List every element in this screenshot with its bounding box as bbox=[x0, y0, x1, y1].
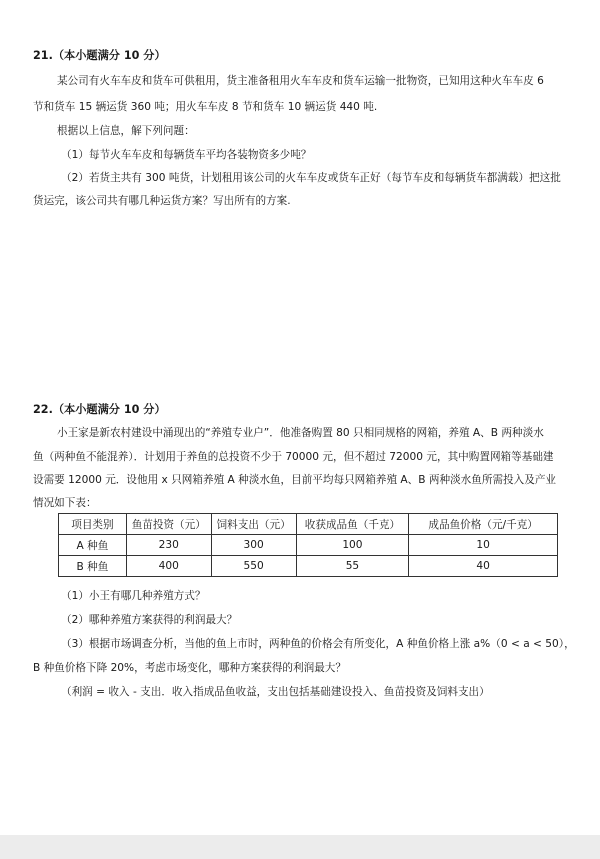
q21-subquestion-2-cont: 货运完，该公司共有哪几种运货方案？写出所有的方案. bbox=[33, 195, 291, 207]
q22-paragraph-1-cont-2: 设需要 12000 元．设他用 x 只网箱养殖 A 种淡水鱼，目前平均每只网箱养殖 A、B 两种淡水鱼所需投入及产业 bbox=[33, 474, 557, 486]
bottom-bar bbox=[0, 835, 600, 859]
table-cell: 55 bbox=[296, 556, 409, 577]
table-cell: 10 bbox=[409, 535, 558, 556]
table-cell: A 种鱼 bbox=[59, 535, 127, 556]
q22-subquestion-2: （2）哪种养殖方案获得的利润最大？ bbox=[61, 614, 238, 626]
q22-subquestion-3: （3）根据市场调查分析，当他的鱼上市时，两种鱼的价格会有所变化，A 种鱼价格上涨 a%（0 < a < 50）， bbox=[61, 638, 575, 650]
q22-subquestion-3-cont: B 种鱼价格下降 20%，考虑市场变化，哪种方案获得的利润最大？ bbox=[33, 662, 346, 674]
table-header-row bbox=[59, 514, 558, 535]
table-row bbox=[59, 535, 558, 556]
table-cell: B 种鱼 bbox=[59, 556, 127, 577]
q22-profit-note: （利润 = 收入 - 支出．收入指成品鱼收益，支出包括基础建设投入、鱼苗投资及饲料支出） bbox=[61, 686, 490, 698]
q21-paragraph-1: 某公司有火车车皮和货车可供租用，货主准备租用火车车皮和货车运输一批物资，已知用这种火车车皮 6 bbox=[57, 75, 544, 87]
q22-paragraph-1-cont-3: 情况如下表： bbox=[33, 497, 97, 509]
q22-paragraph-1-cont-1: 鱼（两种鱼不能混养）．计划用于养鱼的总投资不少于 70000 元，但不超过 72000 元，其中购置网箱等基础建 bbox=[33, 451, 554, 463]
q22-subquestion-1: （1）小王有哪几种养殖方式？ bbox=[61, 590, 206, 602]
table-cell: 100 bbox=[296, 535, 409, 556]
q21-subquestion-2: （2）若货主共有 300 吨货，计划租用该公司的火车车皮或货车正好（每节车皮和每辆货车都满载）把这批 bbox=[61, 172, 561, 184]
table-header-cell: 项目类别 bbox=[59, 514, 127, 535]
table-cell: 400 bbox=[126, 556, 211, 577]
question-21-title: 21.（本小题满分 10 分） bbox=[33, 49, 166, 62]
fish-investment-table bbox=[58, 513, 558, 577]
table-row bbox=[59, 556, 558, 577]
q21-paragraph-2: 根据以上信息，解下列问题： bbox=[57, 125, 195, 137]
table-cell: 550 bbox=[211, 556, 296, 577]
table-header-cell: 饲料支出（元） bbox=[211, 514, 296, 535]
table-header-cell: 成品鱼价格（元/千克） bbox=[409, 514, 558, 535]
q21-paragraph-1-cont: 节和货车 15 辆运货 360 吨；用火车车皮 8 节和货车 10 辆运货 440 吨. bbox=[33, 101, 378, 113]
table-cell: 300 bbox=[211, 535, 296, 556]
table-header-cell: 收获成品鱼（千克） bbox=[296, 514, 409, 535]
question-22-title: 22.（本小题满分 10 分） bbox=[33, 403, 166, 416]
q22-paragraph-1: 小王家是新农村建设中涌现出的“养殖专业户”．他准备购置 80 只相同规格的网箱，养殖 A、B 两种淡水 bbox=[57, 427, 544, 439]
table-cell: 230 bbox=[126, 535, 211, 556]
table-header-cell: 鱼苗投资（元） bbox=[126, 514, 211, 535]
table-cell: 40 bbox=[409, 556, 558, 577]
q21-subquestion-1: （1）每节火车车皮和每辆货车平均各装物资多少吨？ bbox=[61, 149, 312, 161]
